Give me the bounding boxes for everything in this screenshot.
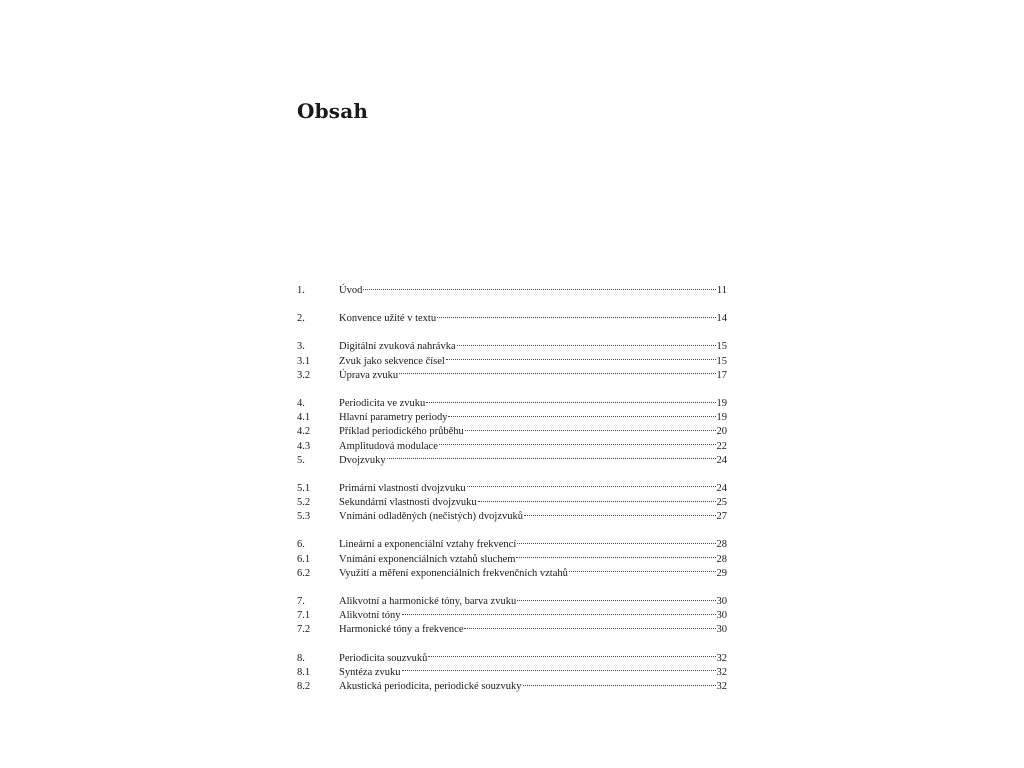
toc-entry[interactable] bbox=[297, 312, 727, 326]
toc-entry-page-number: 24 bbox=[716, 482, 727, 494]
toc-dot-leader bbox=[446, 359, 716, 360]
toc-entry-label: Amplitudová modulace bbox=[339, 440, 438, 452]
toc-entry-page-number: 28 bbox=[716, 539, 727, 551]
toc-dot-leader bbox=[399, 373, 715, 374]
toc-entry[interactable] bbox=[297, 411, 727, 425]
toc-entry-page-number: 11 bbox=[716, 285, 727, 296]
toc-entry-label: Konvence užité v textu bbox=[339, 313, 437, 325]
toc-group bbox=[297, 340, 727, 383]
toc-dot-leader bbox=[448, 416, 715, 417]
toc-entry[interactable] bbox=[297, 538, 727, 552]
toc-group bbox=[297, 397, 727, 468]
toc-entry-number: 8.1 bbox=[297, 666, 311, 678]
toc-entry-page-number: 17 bbox=[716, 369, 727, 381]
toc-entry-label: Vnímání exponenciálních vztahů sluchem bbox=[339, 553, 516, 565]
toc-entry[interactable] bbox=[297, 666, 727, 680]
toc-entry-label: Akustická periodicita, periodické souzvuky bbox=[339, 680, 522, 692]
toc-entry-number: 1. bbox=[297, 285, 305, 296]
toc-entry[interactable] bbox=[297, 609, 727, 623]
toc-dot-leader bbox=[457, 345, 716, 346]
toc-entry-number: 7.1 bbox=[297, 610, 311, 622]
toc-entry-label: Úvod bbox=[339, 285, 363, 296]
toc-dot-leader bbox=[517, 600, 715, 601]
toc-entry-page-number: 29 bbox=[716, 567, 727, 579]
toc-dot-leader bbox=[517, 543, 715, 544]
toc-dot-leader bbox=[516, 557, 715, 558]
toc-entry-page-number: 15 bbox=[716, 355, 727, 367]
toc-dot-leader bbox=[569, 571, 716, 572]
toc-entry-label: Vnímání odladěných (nečistých) dvojzvuků bbox=[339, 511, 523, 523]
toc-entry[interactable] bbox=[297, 284, 727, 298]
toc-entry[interactable] bbox=[297, 567, 727, 581]
toc-entry-number: 3.1 bbox=[297, 355, 311, 367]
toc-entry-number: 7. bbox=[297, 596, 305, 607]
toc-entry[interactable] bbox=[297, 496, 727, 510]
table-of-contents bbox=[297, 284, 727, 708]
toc-dot-leader bbox=[402, 670, 716, 671]
toc-dot-leader bbox=[437, 317, 715, 318]
toc-group bbox=[297, 595, 727, 638]
toc-group bbox=[297, 652, 727, 695]
toc-entry-page-number: 22 bbox=[716, 440, 727, 452]
toc-entry-label: Dvojzvuky bbox=[339, 454, 386, 466]
toc-entry-number: 5. bbox=[297, 454, 305, 466]
toc-entry-page-number: 15 bbox=[716, 341, 727, 353]
toc-entry-number: 4.1 bbox=[297, 412, 311, 424]
toc-entry[interactable] bbox=[297, 553, 727, 567]
toc-dot-leader bbox=[387, 458, 716, 459]
toc-dot-leader bbox=[523, 685, 716, 686]
toc-entry-label: Harmonické tóny a frekvence bbox=[339, 624, 464, 636]
toc-entry-label: Využití a měření exponenciálních frekvenčních vztahů bbox=[339, 567, 568, 579]
toc-entry[interactable] bbox=[297, 397, 727, 411]
toc-group bbox=[297, 538, 727, 581]
toc-entry[interactable] bbox=[297, 440, 727, 454]
toc-entry-number: 8.2 bbox=[297, 680, 311, 692]
toc-dot-leader bbox=[464, 628, 715, 629]
toc-entry-page-number: 30 bbox=[716, 624, 727, 636]
toc-entry[interactable] bbox=[297, 652, 727, 666]
toc-entry-page-number: 28 bbox=[716, 553, 727, 565]
toc-entry[interactable] bbox=[297, 369, 727, 383]
toc-entry[interactable] bbox=[297, 595, 727, 609]
toc-dot-leader bbox=[439, 444, 716, 445]
toc-entry-number: 3. bbox=[297, 341, 305, 353]
toc-entry-label: Periodicita souzvuků bbox=[339, 652, 428, 664]
toc-entry-label: Hlavní parametry periody bbox=[339, 412, 448, 424]
toc-entry-page-number: 20 bbox=[716, 426, 727, 438]
toc-entry-label: Zvuk jako sekvence čísel bbox=[339, 355, 445, 367]
toc-entry[interactable] bbox=[297, 680, 727, 694]
toc-dot-leader bbox=[478, 501, 716, 502]
toc-dot-leader bbox=[524, 515, 716, 516]
toc-entry[interactable] bbox=[297, 454, 727, 468]
toc-entry[interactable] bbox=[297, 482, 727, 496]
toc-entry-label: Příklad periodického průběhu bbox=[339, 426, 464, 438]
toc-entry-number: 4.3 bbox=[297, 440, 311, 452]
toc-entry-label: Periodicita ve zvuku bbox=[339, 397, 426, 409]
toc-entry-page-number: 32 bbox=[716, 652, 727, 664]
toc-entry-page-number: 14 bbox=[716, 313, 727, 325]
toc-entry-number: 8. bbox=[297, 652, 305, 664]
toc-entry-label: Lineární a exponenciální vztahy frekvencí bbox=[339, 539, 517, 551]
toc-entry-number: 3.2 bbox=[297, 369, 311, 381]
toc-entry-page-number: 30 bbox=[716, 596, 727, 607]
page-title: Obsah bbox=[297, 99, 369, 123]
toc-dot-leader bbox=[402, 614, 716, 615]
toc-dot-leader bbox=[426, 402, 715, 403]
toc-entry-label: Digitální zvuková nahrávka bbox=[339, 341, 456, 353]
toc-entry-number: 6. bbox=[297, 539, 305, 551]
toc-entry-page-number: 19 bbox=[716, 397, 727, 409]
toc-dot-leader bbox=[467, 486, 716, 487]
toc-dot-leader bbox=[363, 289, 716, 290]
toc-entry-label: Alikvotní tóny bbox=[339, 610, 401, 622]
toc-group bbox=[297, 284, 727, 298]
toc-entry-page-number: 32 bbox=[716, 666, 727, 678]
toc-entry-label: Úprava zvuku bbox=[339, 369, 399, 381]
toc-entry-label: Sekundární vlastnosti dvojzvuku bbox=[339, 497, 477, 509]
toc-group bbox=[297, 312, 727, 326]
toc-entry-number: 6.2 bbox=[297, 567, 311, 579]
toc-entry-number: 7.2 bbox=[297, 624, 311, 636]
toc-entry-number: 4.2 bbox=[297, 426, 311, 438]
toc-entry-number: 4. bbox=[297, 397, 305, 409]
toc-entry-page-number: 19 bbox=[716, 412, 727, 424]
toc-entry-number: 6.1 bbox=[297, 553, 311, 565]
toc-entry-page-number: 30 bbox=[716, 610, 727, 622]
toc-entry-number: 5.2 bbox=[297, 497, 311, 509]
toc-entry-number: 5.3 bbox=[297, 511, 311, 523]
toc-entry-label: Primární vlastnosti dvojzvuku bbox=[339, 482, 466, 494]
toc-group bbox=[297, 482, 727, 525]
toc-entry[interactable] bbox=[297, 623, 727, 637]
toc-entry[interactable] bbox=[297, 340, 727, 354]
toc-entry-label: Alikvotní a harmonické tóny, barva zvuku bbox=[339, 596, 517, 607]
toc-entry-number: 5.1 bbox=[297, 482, 311, 494]
toc-entry[interactable] bbox=[297, 355, 727, 369]
toc-entry[interactable] bbox=[297, 425, 727, 439]
toc-entry[interactable] bbox=[297, 510, 727, 524]
toc-dot-leader bbox=[465, 430, 716, 431]
toc-entry-page-number: 24 bbox=[716, 454, 727, 466]
toc-dot-leader bbox=[428, 656, 715, 657]
toc-entry-number: 2. bbox=[297, 313, 305, 325]
toc-entry-page-number: 25 bbox=[716, 497, 727, 509]
toc-entry-page-number: 27 bbox=[716, 511, 727, 523]
toc-entry-page-number: 32 bbox=[716, 680, 727, 692]
toc-entry-label: Syntéza zvuku bbox=[339, 666, 401, 678]
